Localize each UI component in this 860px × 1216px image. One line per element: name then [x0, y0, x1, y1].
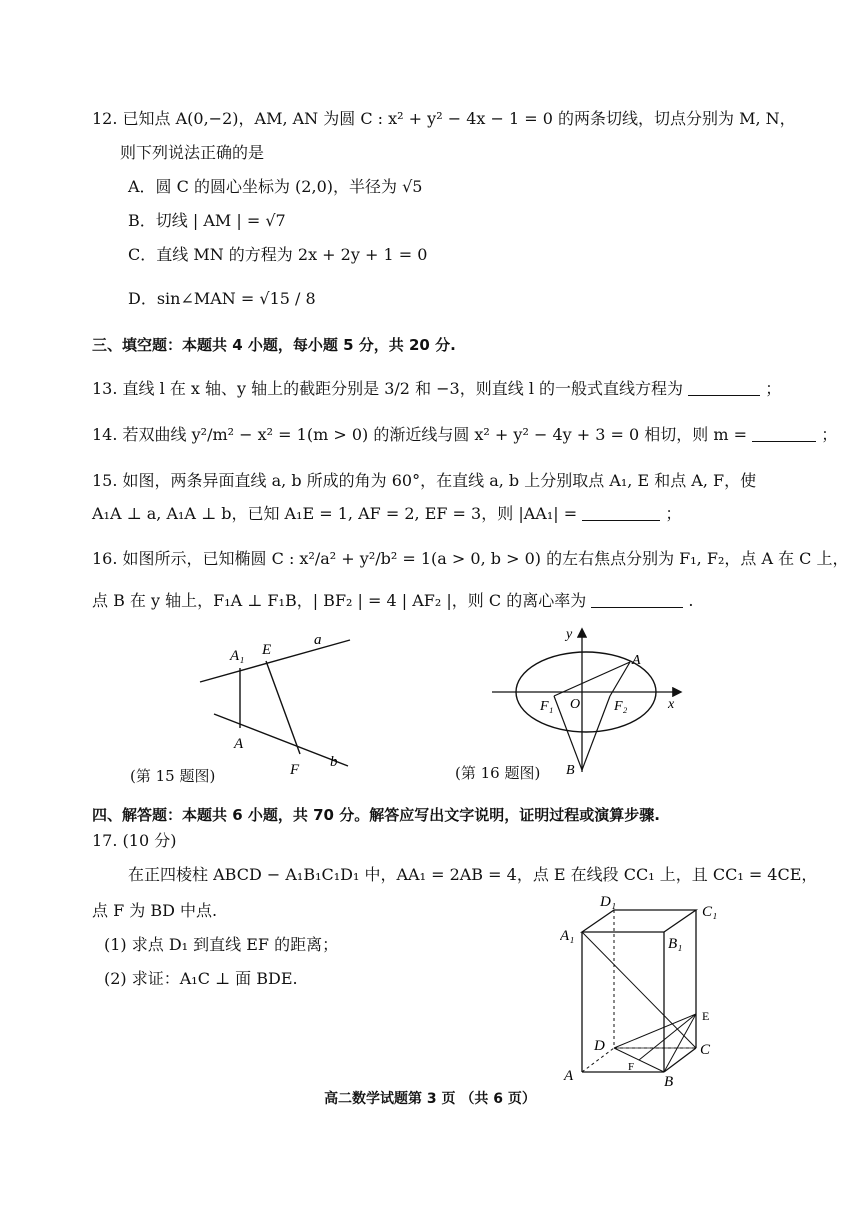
segment-f2b	[582, 696, 610, 770]
label-a1: A₁	[560, 928, 575, 944]
section3-heading: 三、填空题：本题共 4 小题，每小题 5 分，共 20 分.	[92, 336, 456, 354]
q14-end: ；	[821, 425, 838, 444]
q12-stem-line2: 则下列说法正确的是	[120, 143, 265, 162]
label-c: C	[700, 1042, 711, 1058]
label-d1: D₁	[600, 894, 617, 910]
label-b: B	[664, 1074, 674, 1090]
label-o: O	[570, 697, 581, 712]
top-face	[582, 910, 696, 932]
q12-option-d: D．sin∠MAN = √15 / 8	[128, 289, 316, 308]
segment-fe	[639, 1014, 696, 1060]
q12-option-c: C．直线 MN 的方程为 2x + 2y + 1 = 0	[128, 245, 428, 264]
label-b: b	[330, 754, 338, 770]
q12-option-b: B．切线 | AM | = √7	[128, 211, 286, 230]
figure-16-diagram	[492, 624, 692, 776]
q14-line	[92, 424, 837, 446]
label-b: B	[566, 763, 575, 776]
q14-answer-blank[interactable]	[752, 425, 816, 442]
q15-answer-blank[interactable]	[582, 504, 660, 521]
label-f1: F₁	[540, 699, 554, 714]
q12-stem-line1: 12. 已知点 A(0,−2)，AM, AN 为圆 C : x² + y² − 4x − 1 = 0 的两条切线，切点分别为 M, N，	[92, 109, 796, 128]
figure-17-prism	[560, 890, 730, 1090]
figure-15-diagram	[190, 628, 370, 778]
q13-text: 13. 直线 l 在 x 轴、y 轴上的截距分别是 3/2 和 −3，则直线 l 的一般式直线方程为	[92, 379, 684, 398]
label-a: A	[564, 1068, 574, 1084]
label-d: D	[594, 1038, 605, 1054]
label-a: a	[314, 632, 322, 648]
q16-answer-blank[interactable]	[591, 591, 683, 608]
line-a	[200, 640, 350, 682]
label-e: E	[262, 642, 272, 658]
q15-line2	[92, 503, 681, 525]
q13-answer-blank[interactable]	[688, 379, 760, 396]
page-footer: 高二数学试题第 3 页 （共 6 页）	[324, 1091, 536, 1107]
q17-line2: 点 F 为 BD 中点.	[92, 901, 218, 920]
label-y: y	[566, 627, 573, 642]
segment-de	[614, 1014, 696, 1048]
q15-end: ；	[665, 504, 682, 523]
q13-end: ；	[765, 379, 782, 398]
q13-line	[92, 378, 781, 400]
label-pt-a: A	[234, 736, 244, 752]
q16-line2	[92, 590, 694, 612]
q17-part2: (2) 求证：A₁C ⊥ 面 BDE.	[104, 969, 298, 988]
label-f: F	[628, 1061, 635, 1073]
segment-f1a	[554, 662, 630, 696]
q17-header: 17. (10 分)	[92, 831, 177, 850]
q17-line1: 在正四棱柱 ABCD − A₁B₁C₁D₁ 中，AA₁ = 2AB = 4，点 E 在线段 CC₁ 上，且 CC₁ = 4CE，	[128, 865, 818, 884]
q16-text: 点 B 在 y 轴上，F₁A ⊥ F₁B，| BF₂ | = 4 | AF₂ |，则 C 的离心率为	[92, 591, 587, 610]
label-f2: F₂	[614, 699, 628, 714]
q15-text: A₁A ⊥ a, A₁A ⊥ b，已知 A₁E = 1, AF = 2, EF = 3，则 |AA₁| =	[92, 504, 578, 523]
section4-heading: 四、解答题：本题共 6 小题，共 70 分。解答应写出文字说明，证明过程或演算步骤.	[92, 806, 660, 824]
q16-end: .	[688, 591, 694, 610]
q15-line1: 15. 如图，两条异面直线 a, b 所成的角为 60°，在直线 a, b 上分别取点 A₁, E 和点 A, F，使	[92, 471, 757, 490]
q14-text: 14. 若双曲线 y²/m² − x² = 1(m > 0) 的渐近线与圆 x² + y² − 4y + 3 = 0 相切，则 m =	[92, 425, 748, 444]
figure-16-caption: (第 16 题图)	[455, 764, 541, 782]
label-b1: B₁	[668, 936, 683, 952]
q16-line1: 16. 如图所示，已知椭圆 C : x²/a² + y²/b² = 1(a > 0, b > 0) 的左右焦点分别为 F₁, F₂，点 A 在 C 上，	[92, 549, 849, 568]
label-f: F	[290, 762, 300, 778]
q12-option-a: A．圆 C 的圆心坐标为 (2,0)，半径为 √5	[128, 177, 423, 196]
q17-part1: (1) 求点 D₁ 到直线 EF 的距离；	[104, 935, 339, 954]
label-a1: A₁	[230, 648, 245, 664]
figure-15-caption: (第 15 题图)	[130, 767, 216, 785]
label-e: E	[702, 1009, 710, 1023]
label-c1: C₁	[702, 904, 718, 920]
edge-bc	[664, 1048, 696, 1072]
label-pt-a: A	[632, 653, 641, 668]
label-x: x	[668, 697, 675, 712]
